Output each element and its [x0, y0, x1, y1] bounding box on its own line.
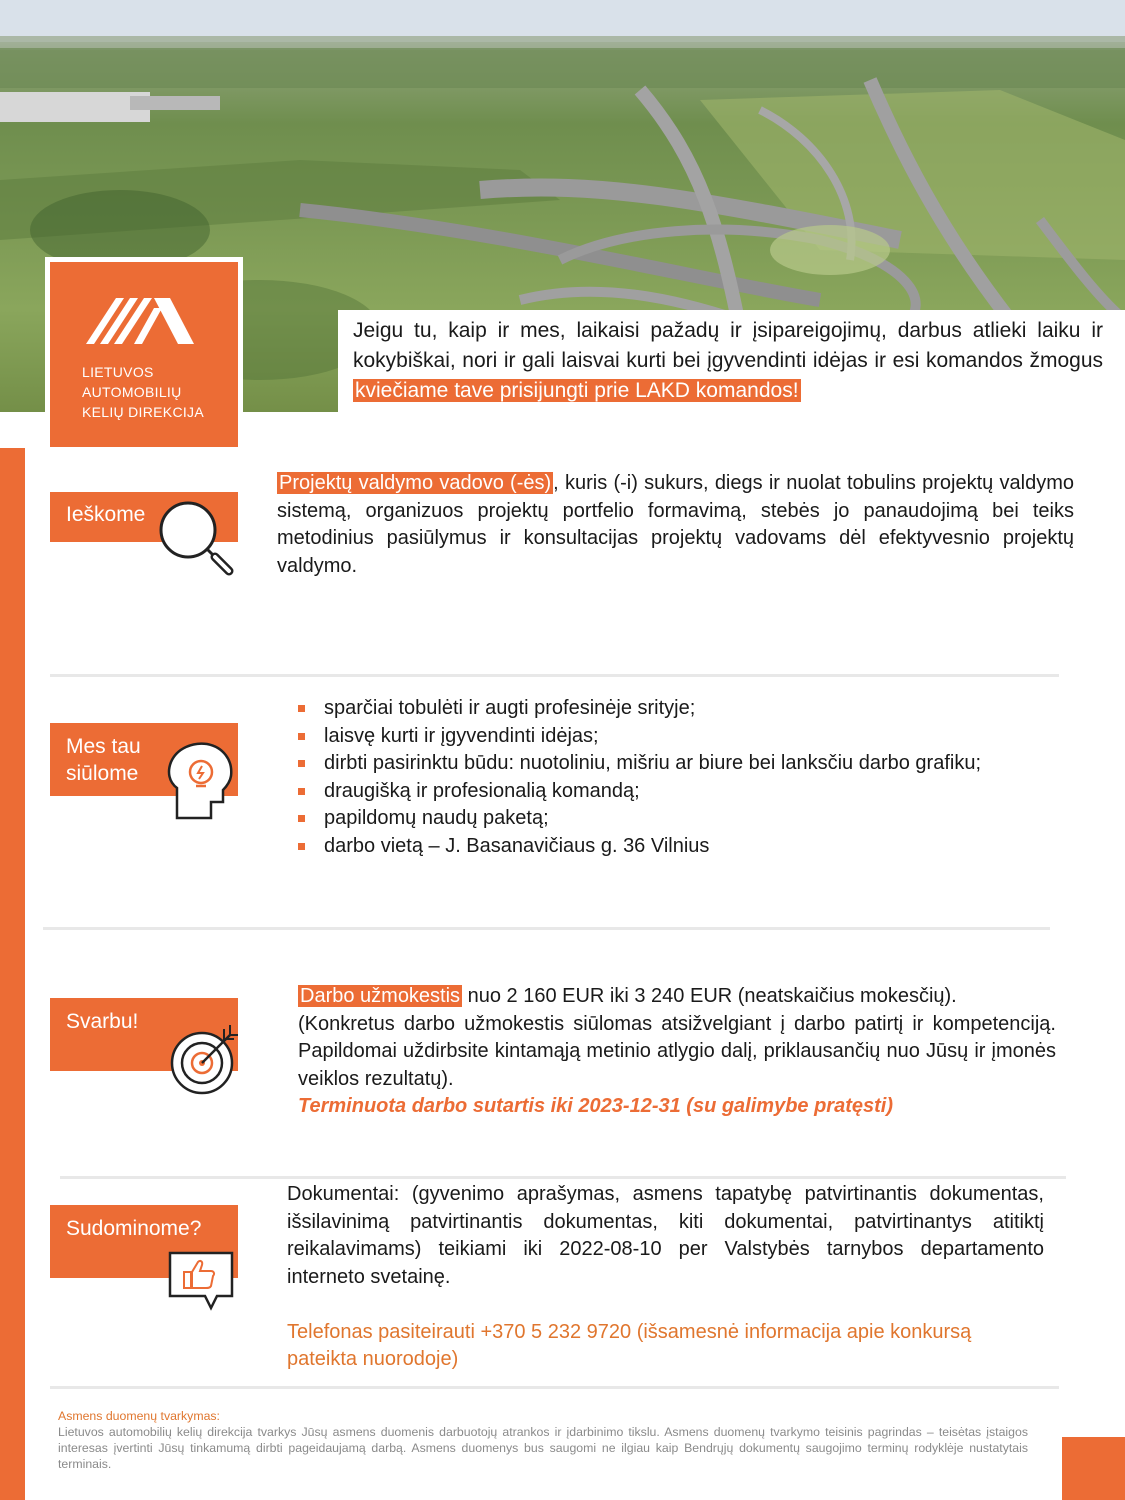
- interested-block: [287, 1181, 1044, 1374]
- divider: [50, 1386, 1059, 1389]
- offer-item: laisvę kurti ir įgyvendinti idėjas;: [297, 723, 1054, 751]
- seeking-text: , kuris (-i) sukurs, diegs ir nuolat tobulins projektų valdymo sistemą, organizuos projektų portfelio formavimą, stebės jo panaudojimą bei teiks metodinius pasiūlymus ir konsultacijas projektų vadovams dėl efektyvesnio projektų valdymo.: [277, 472, 1074, 577]
- offer-item: dirbti pasirinktu būdu: nuotoliniu, mišriu ar biure bei lanksčiu darbo grafiku;: [297, 750, 1054, 778]
- logo-text-line1: LIETUVOS: [82, 364, 154, 380]
- target-icon: [168, 1025, 240, 1097]
- important-tag: Svarbu!: [50, 998, 238, 1071]
- offer-list: [297, 695, 1054, 860]
- offer-item: papildomų naudų paketą;: [297, 805, 1054, 833]
- offer-tag-line2: siūlome: [66, 762, 139, 785]
- magnifier-icon: [155, 497, 240, 582]
- head-lightbulb-icon: [165, 742, 240, 822]
- logo-text-line3: KELIŲ DIREKCIJA: [82, 404, 204, 420]
- logo-text-line2: AUTOMOBILIŲ: [82, 384, 182, 400]
- left-accent-bar: [0, 448, 25, 1500]
- divider: [50, 674, 1059, 677]
- thumbs-up-icon: [167, 1250, 237, 1314]
- logo-frame: [45, 257, 243, 452]
- salary-text: nuo 2 160 EUR iki 3 240 EUR (neatskaičius mokesčių).: [462, 985, 957, 1007]
- offer-item: draugišką ir profesionalią komandą;: [297, 778, 1054, 806]
- offer-item: darbo vietą – J. Basanavičiaus g. 36 Vilnius: [297, 833, 1054, 861]
- salary-highlight: Darbo užmokestis: [300, 985, 461, 1007]
- offer-tag-line1: Mes tau: [66, 735, 141, 758]
- intro-paragraph: [338, 310, 1125, 412]
- interested-tag: Sudominome?: [50, 1205, 238, 1278]
- salary-details: (Konkretus darbo užmokestis siūlomas atsižvelgiant į darbo patirtį ir kompetenciją. Papildomai uždirbsite kintamąją metinio atlygio dalį, priklausančių nuo Jūsų ir įmonės veiklos rezultatų).: [298, 1012, 1056, 1090]
- intro-highlight: kviečiame tave prisijungti prie LAKD komandos!: [355, 379, 799, 402]
- documents-text: Dokumentai: (gyvenimo aprašymas, asmens tapatybę patvirtinantis dokumentas, išsilavinimą patvirtinantis dokumentas, kiti dokumentai, patvirtinantys atitiktį reikalavimams) teikiami iki 2022-08-10 per Valstybės tarnybos departamento interneto svetainę.: [287, 1183, 1044, 1288]
- seeking-paragraph: [277, 470, 1074, 580]
- divider: [60, 1176, 1066, 1179]
- phone-text: Telefonas pasiteirauti +370 5 232 9720 (išsamesnė informacija apie konkursą pateikta nuorodoje): [287, 1320, 972, 1370]
- privacy-footnote: [58, 1408, 1028, 1472]
- salary-line: [298, 983, 1056, 1011]
- offer-item: sparčiai tobulėti ir augti profesinėje srityje;: [297, 695, 1054, 723]
- lakd-logo: [50, 262, 238, 447]
- footnote-title: Asmens duomenų tvarkymas:: [58, 1409, 220, 1423]
- seeking-tag: Ieškome: [50, 492, 238, 542]
- right-accent-block: [1062, 1437, 1125, 1500]
- seeking-highlight: Projektų valdymo vadovo (-ės): [279, 472, 552, 494]
- contract-note: Terminuota darbo sutartis iki 2023-12-31 (su galimybe pratęsti): [298, 1095, 893, 1117]
- important-block: [298, 983, 1056, 1121]
- intro-text: Jeigu tu, kaip ir mes, laikaisi pažadų ir įsipareigojimų, darbus atlieki laiku ir kokybiškai, nori ir gali laisvai kurti bei įgyvendinti idėjas ir esi komandos žmogus: [353, 319, 1103, 372]
- footnote-text: Lietuvos automobilių kelių direkcija tvarkys Jūsų asmens duomenis darbuotojų atrankos ir įdarbinimo tikslu. Asmens duomenų tvarkymo teisinis pagrindas – teisėtas įstaigos interesas įvertinti Jūsų tinkamumą dirbti pageidaujamą darbą. Asmens duomenys bus saugomi ne ilgiau kaip Bendrųjų dokumentų saugojimo terminų rodyklėje nustatytais terminais.: [58, 1425, 1028, 1471]
- divider: [43, 927, 1050, 930]
